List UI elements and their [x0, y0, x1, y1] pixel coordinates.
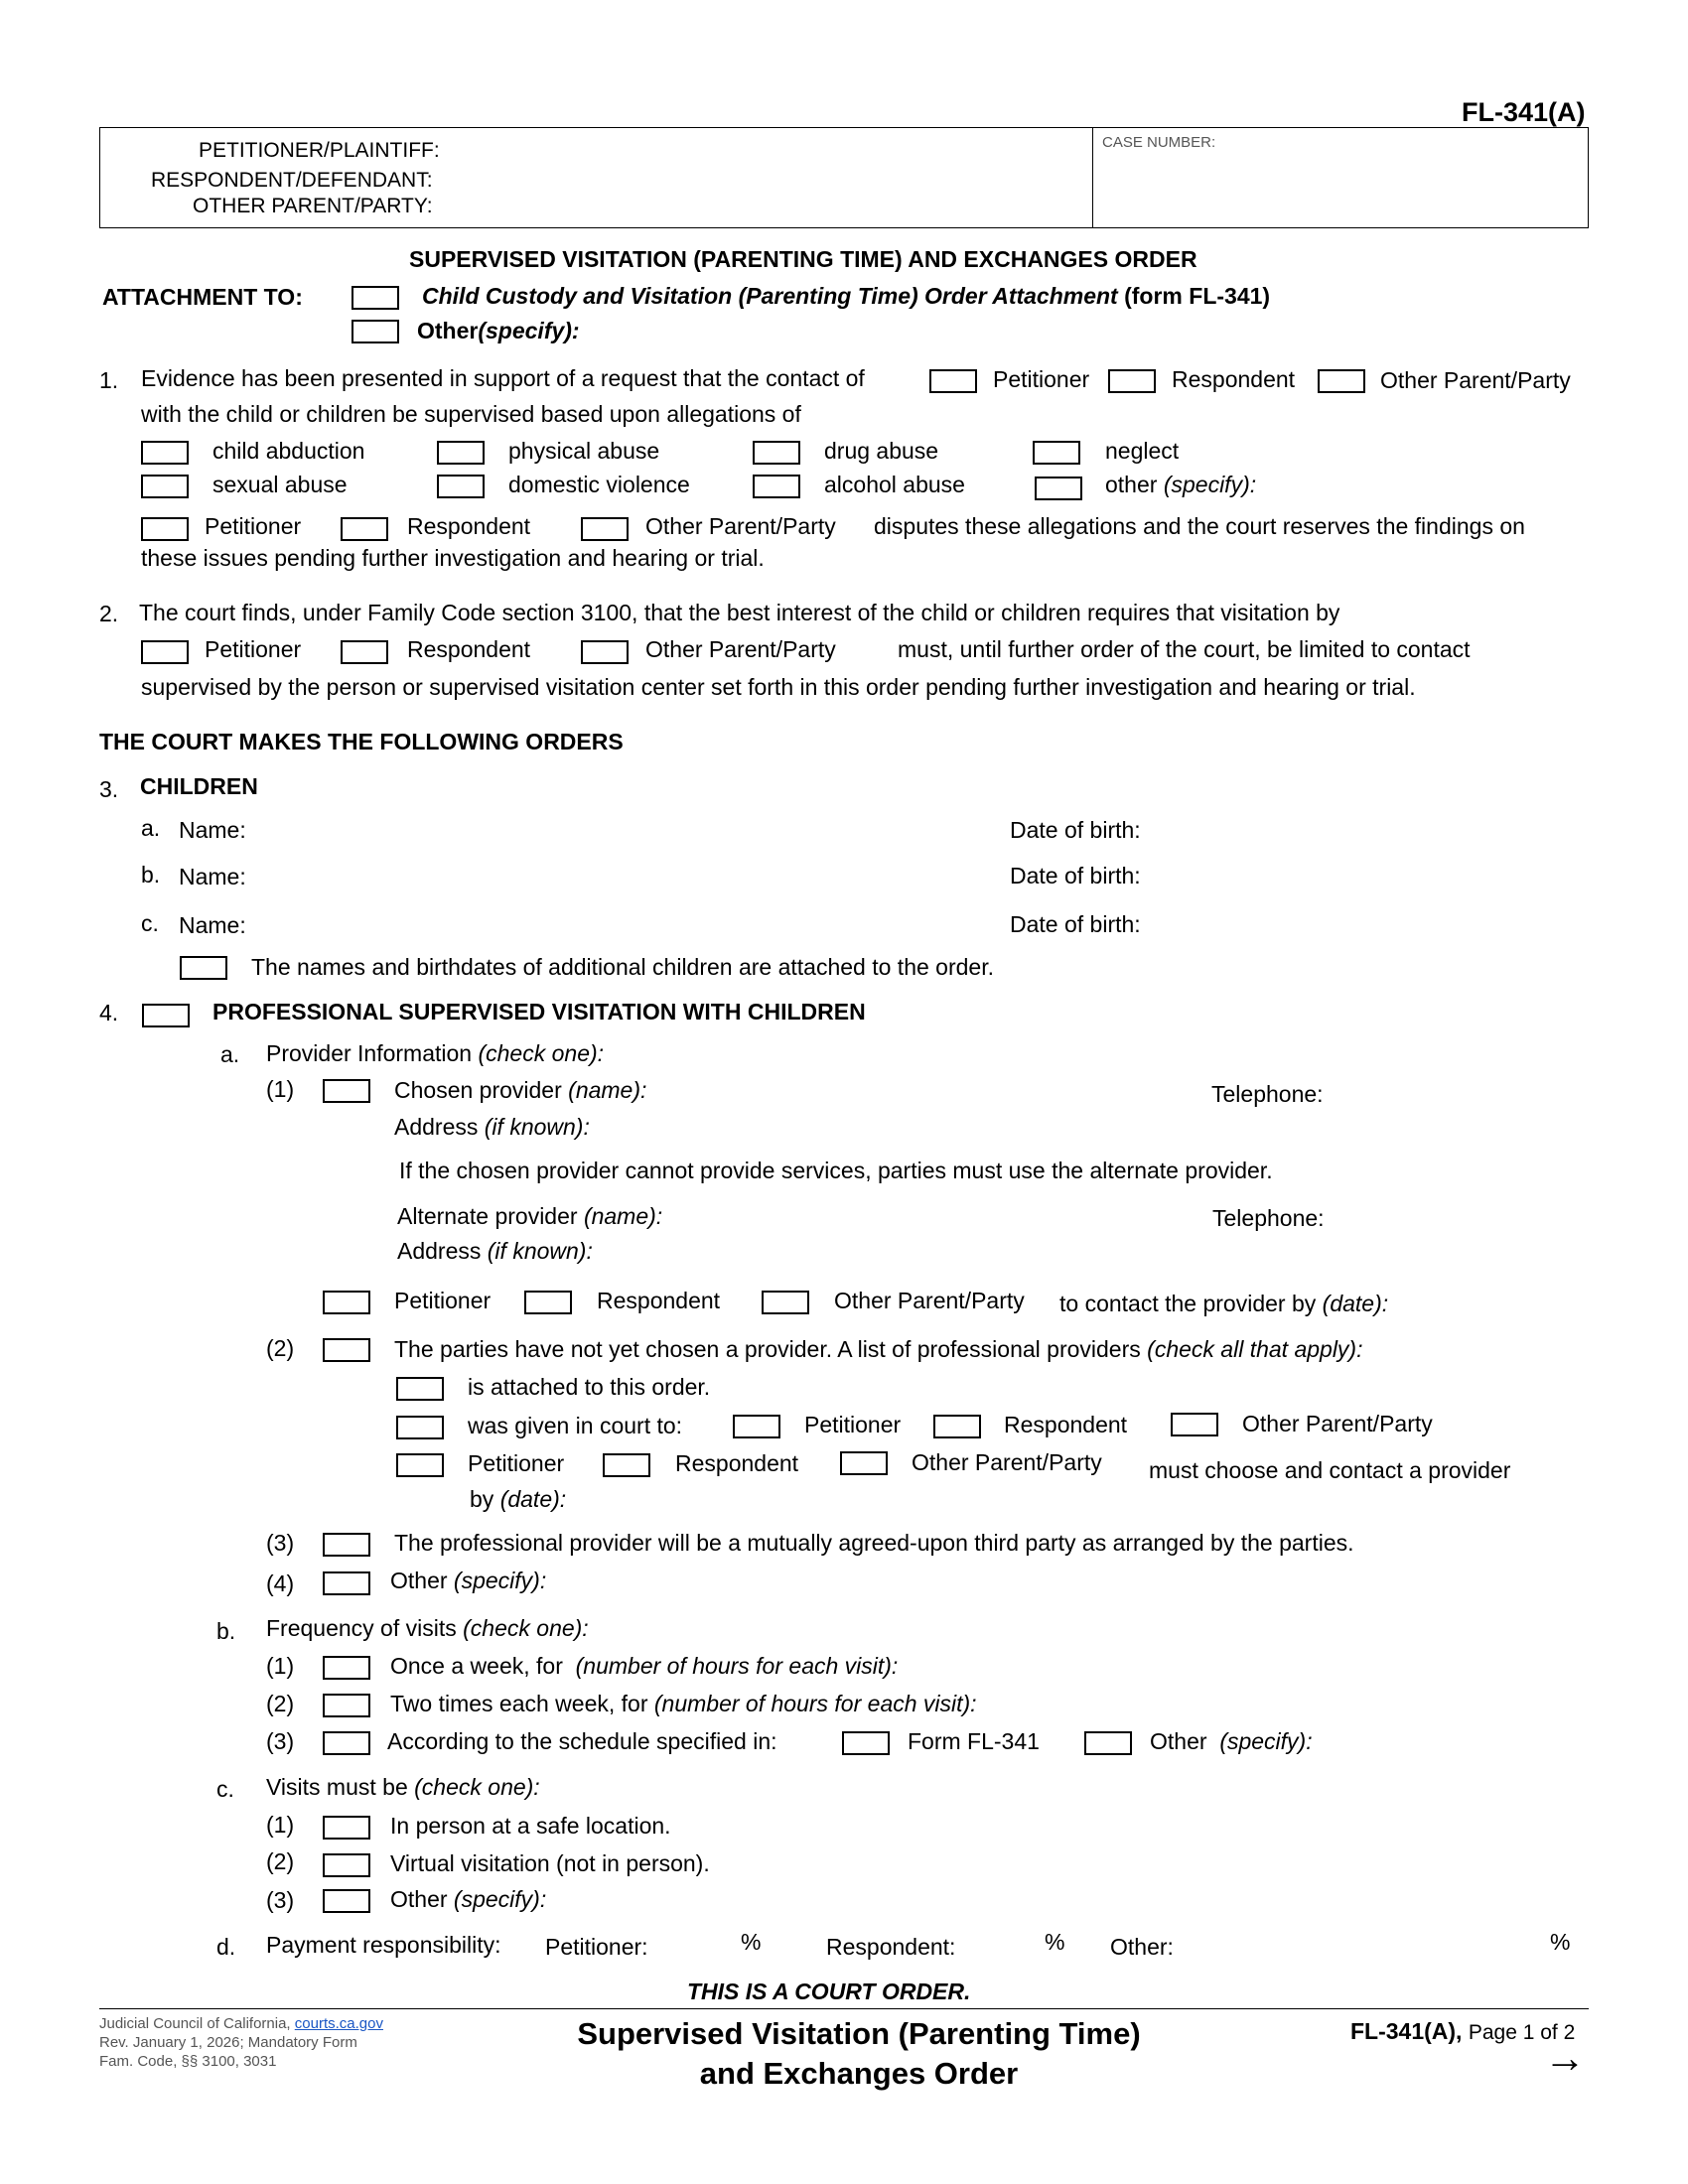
- in-person-checkbox[interactable]: [323, 1816, 370, 1840]
- item4a2-number: (2): [266, 1335, 295, 1361]
- schedule-checkbox[interactable]: [323, 1731, 370, 1755]
- item4-checkbox[interactable]: [142, 1004, 190, 1027]
- petitioner-label: PETITIONER/PLAINTIFF:: [199, 139, 440, 162]
- item1-other-label: Other Parent/Party: [1380, 367, 1571, 393]
- given-petitioner-checkbox[interactable]: [733, 1415, 780, 1438]
- item4-heading: PROFESSIONAL SUPERVISED VISITATION WITH CHILDREN: [212, 999, 866, 1024]
- contact-other-checkbox[interactable]: [762, 1291, 809, 1314]
- item2-text: The court finds, under Family Code section 3100, that the best interest of the child or children requires that visitation by: [139, 600, 1340, 625]
- item2-number: 2.: [99, 601, 119, 626]
- choose-other-checkbox[interactable]: [840, 1451, 888, 1475]
- footer-rule: [99, 2008, 1589, 2009]
- choose-other-label: Other Parent/Party: [912, 1449, 1102, 1475]
- alternate-telephone-label: Telephone:: [1212, 1205, 1325, 1231]
- item1-text: Evidence has been presented in support of a request that the contact of: [141, 365, 865, 391]
- once-weekly-label: Once a week, for (number of hours for each visit):: [390, 1653, 899, 1679]
- disputes-petitioner-label: Petitioner: [205, 513, 302, 539]
- next-page-arrow-icon[interactable]: →: [1544, 2034, 1586, 2081]
- item2-other-label: Other Parent/Party: [645, 636, 836, 662]
- provider-other-checkbox[interactable]: [323, 1571, 370, 1595]
- given-petitioner-label: Petitioner: [804, 1412, 902, 1437]
- item2-must-text: must, until further order of the court, be limited to contact: [898, 636, 1471, 662]
- respondent-label: RESPONDENT/DEFENDANT:: [151, 169, 433, 192]
- footer-code: Fam. Code, §§ 3100, 3031: [99, 2053, 277, 2070]
- visits-other-label: Other (specify):: [390, 1886, 547, 1912]
- payment-respondent-percent: %: [1045, 1929, 1065, 1955]
- disputes-other-checkbox[interactable]: [581, 517, 629, 541]
- item4b3-number: (3): [266, 1728, 295, 1754]
- footer-rev: Rev. January 1, 2026; Mandatory Form: [99, 2034, 357, 2051]
- child-a-letter: a.: [141, 815, 161, 841]
- disputes-petitioner-checkbox[interactable]: [141, 517, 189, 541]
- twice-weekly-checkbox[interactable]: [323, 1694, 370, 1717]
- additional-children-label: The names and birthdates of additional children are attached to the order.: [251, 954, 994, 980]
- item4d-letter: d.: [216, 1934, 236, 1960]
- payment-petitioner-percent: %: [741, 1929, 762, 1955]
- item4-number: 4.: [99, 1000, 119, 1025]
- choose-petitioner-checkbox[interactable]: [396, 1453, 444, 1477]
- given-respondent-checkbox[interactable]: [933, 1415, 981, 1438]
- disputes-text-line2: these issues pending further investigation and hearing or trial.: [141, 545, 765, 571]
- must-choose-label: must choose and contact a provider: [1149, 1457, 1511, 1483]
- footer-title-line2: and Exchanges Order: [699, 2056, 1019, 2091]
- child-c-letter: c.: [141, 910, 159, 936]
- physical-abuse-checkbox[interactable]: [437, 441, 485, 465]
- child-abduction-label: child abduction: [212, 438, 365, 464]
- choose-petitioner-label: Petitioner: [468, 1450, 565, 1476]
- mutual-provider-label: The professional provider will be a mutually agreed-upon third party as arranged by the parties.: [394, 1530, 1354, 1556]
- twice-weekly-label: Two times each week, for (number of hours for each visit):: [390, 1691, 977, 1716]
- payment-other-percent: %: [1550, 1929, 1571, 1955]
- item4b-letter: b.: [216, 1618, 236, 1644]
- not-chosen-checkbox[interactable]: [323, 1338, 370, 1362]
- item4c3-number: (3): [266, 1887, 295, 1913]
- schedule-other-checkbox[interactable]: [1084, 1731, 1132, 1755]
- courts-link[interactable]: courts.ca.gov: [294, 2015, 383, 2032]
- in-person-label: In person at a safe location.: [390, 1813, 671, 1839]
- child-a-dob-label: Date of birth:: [1010, 817, 1141, 843]
- domestic-violence-checkbox[interactable]: [437, 475, 485, 498]
- chosen-provider-checkbox[interactable]: [323, 1079, 370, 1103]
- contact-petitioner-checkbox[interactable]: [323, 1291, 370, 1314]
- choose-by-date-label: by (date):: [470, 1486, 567, 1512]
- item4a-letter: a.: [220, 1041, 240, 1067]
- item4a1-number: (1): [266, 1076, 295, 1102]
- schedule-other-label: Other (specify):: [1150, 1728, 1313, 1754]
- footer-council: Judicial Council of California, courts.ca.gov: [99, 2015, 383, 2032]
- chosen-address-label: Address (if known):: [394, 1114, 590, 1140]
- alcohol-abuse-label: alcohol abuse: [824, 472, 965, 497]
- payment-petitioner-label: Petitioner:: [545, 1934, 648, 1960]
- child-c-dob-label: Date of birth:: [1010, 911, 1141, 937]
- once-weekly-checkbox[interactable]: [323, 1656, 370, 1680]
- contact-respondent-checkbox[interactable]: [524, 1291, 572, 1314]
- item4c2-number: (2): [266, 1848, 295, 1874]
- neglect-label: neglect: [1105, 438, 1180, 464]
- item1-other-checkbox[interactable]: [1318, 369, 1365, 393]
- additional-children-checkbox[interactable]: [180, 956, 227, 980]
- chosen-telephone-label: Telephone:: [1211, 1081, 1324, 1107]
- attachment-label: ATTACHMENT TO:: [102, 284, 303, 310]
- item1-number: 1.: [99, 367, 119, 393]
- list-attached-checkbox[interactable]: [396, 1377, 444, 1401]
- disputes-other-label: Other Parent/Party: [645, 513, 836, 539]
- physical-abuse-label: physical abuse: [508, 438, 660, 464]
- child-b-letter: b.: [141, 862, 161, 887]
- sexual-abuse-checkbox[interactable]: [141, 475, 189, 498]
- contact-respondent-label: Respondent: [597, 1288, 721, 1313]
- item4c-label: Visits must be (check one):: [266, 1774, 540, 1800]
- payment-respondent-label: Respondent:: [826, 1934, 956, 1960]
- item3-number: 3.: [99, 776, 119, 802]
- given-other-checkbox[interactable]: [1171, 1413, 1218, 1436]
- item2-other-checkbox[interactable]: [581, 640, 629, 664]
- caption-divider: [1092, 127, 1093, 228]
- attachment-option2: Other(specify):: [417, 318, 580, 343]
- item1-petitioner-checkbox[interactable]: [929, 369, 977, 393]
- mutual-provider-checkbox[interactable]: [323, 1533, 370, 1557]
- children-heading: CHILDREN: [140, 773, 258, 799]
- court-order-notice: THIS IS A COURT ORDER.: [687, 1979, 971, 2004]
- alternate-provider-note: If the chosen provider cannot provide services, parties must use the alternate provider.: [399, 1158, 1273, 1183]
- other-allegation-label: other (specify):: [1105, 472, 1257, 497]
- choose-respondent-checkbox[interactable]: [603, 1453, 650, 1477]
- attachment-option1: Child Custody and Visitation (Parenting Time) Order Attachment (form FL-341): [422, 283, 1271, 309]
- alcohol-abuse-checkbox[interactable]: [753, 475, 800, 498]
- child-abduction-checkbox[interactable]: [141, 441, 189, 465]
- item1-respondent-label: Respondent: [1172, 366, 1296, 392]
- drug-abuse-label: drug abuse: [824, 438, 939, 464]
- child-a-name-label: Name:: [179, 817, 246, 843]
- other-parent-label: OTHER PARENT/PARTY:: [193, 195, 433, 217]
- item1-text-line2: with the child or children be supervised based upon allegations of: [141, 401, 801, 427]
- item2-petitioner-checkbox[interactable]: [141, 640, 189, 664]
- item2-respondent-checkbox[interactable]: [341, 640, 388, 664]
- virtual-checkbox[interactable]: [323, 1853, 370, 1877]
- item1-respondent-checkbox[interactable]: [1108, 369, 1156, 393]
- child-b-dob-label: Date of birth:: [1010, 863, 1141, 888]
- item4a4-number: (4): [266, 1570, 295, 1596]
- payment-other-label: Other:: [1110, 1934, 1174, 1960]
- provider-other-label: Other (specify):: [390, 1568, 547, 1593]
- schedule-form-checkbox[interactable]: [842, 1731, 890, 1755]
- alternate-provider-label: Alternate provider (name):: [397, 1203, 663, 1229]
- chosen-provider-label: Chosen provider (name):: [394, 1077, 647, 1103]
- list-given-checkbox[interactable]: [396, 1416, 444, 1439]
- item4a-label: Provider Information (check one):: [266, 1040, 605, 1066]
- list-attached-label: is attached to this order.: [468, 1374, 711, 1400]
- disputes-respondent-label: Respondent: [407, 513, 531, 539]
- contact-by-date-label: to contact the provider by (date):: [1059, 1291, 1389, 1316]
- given-respondent-label: Respondent: [1004, 1412, 1128, 1437]
- other-allegation-checkbox[interactable]: [1035, 477, 1082, 500]
- form-id: FL-341(A): [1462, 97, 1586, 127]
- form-title: SUPERVISED VISITATION (PARENTING TIME) AND EXCHANGES ORDER: [409, 246, 1197, 272]
- given-other-label: Other Parent/Party: [1242, 1411, 1433, 1436]
- footer-title-line1: Supervised Visitation (Parenting Time): [577, 2016, 1141, 2051]
- item4b2-number: (2): [266, 1691, 295, 1716]
- item4a3-number: (3): [266, 1530, 295, 1556]
- footer-page: FL-341(A), Page 1 of 2: [1350, 2018, 1576, 2044]
- sexual-abuse-label: sexual abuse: [212, 472, 348, 497]
- neglect-checkbox[interactable]: [1033, 441, 1080, 465]
- orders-heading: THE COURT MAKES THE FOLLOWING ORDERS: [99, 729, 624, 754]
- item4c-letter: c.: [216, 1776, 234, 1802]
- schedule-form-label: Form FL-341: [908, 1728, 1040, 1754]
- case-number-field[interactable]: [1102, 159, 1573, 216]
- contact-petitioner-label: Petitioner: [394, 1288, 492, 1313]
- visits-other-checkbox[interactable]: [323, 1889, 370, 1913]
- schedule-label: According to the schedule specified in:: [387, 1728, 777, 1754]
- child-b-name-label: Name:: [179, 864, 246, 889]
- attachment-fl341-checkbox[interactable]: [352, 286, 399, 310]
- drug-abuse-checkbox[interactable]: [753, 441, 800, 465]
- item2-respondent-label: Respondent: [407, 636, 531, 662]
- list-given-label: was given in court to:: [468, 1413, 683, 1438]
- item1-petitioner-label: Petitioner: [993, 366, 1090, 392]
- virtual-label: Virtual visitation (not in person).: [390, 1850, 710, 1876]
- item4c1-number: (1): [266, 1812, 295, 1838]
- contact-other-label: Other Parent/Party: [834, 1288, 1025, 1313]
- item2-text-line3: supervised by the person or supervised visitation center set forth in this order pending further investigation and hearing or trial.: [141, 674, 1416, 700]
- attachment-other-checkbox[interactable]: [352, 320, 399, 343]
- disputes-text: disputes these allegations and the court reserves the findings on: [874, 513, 1525, 539]
- case-number-label: CASE NUMBER:: [1102, 134, 1216, 151]
- item2-petitioner-label: Petitioner: [205, 636, 302, 662]
- alternate-address-label: Address (if known):: [397, 1238, 593, 1264]
- item4b1-number: (1): [266, 1653, 295, 1679]
- not-chosen-label: The parties have not yet chosen a provider. A list of professional providers (check all that apply):: [394, 1336, 1363, 1362]
- payment-label: Payment responsibility:: [266, 1932, 501, 1958]
- child-c-name-label: Name:: [179, 912, 246, 938]
- choose-respondent-label: Respondent: [675, 1450, 799, 1476]
- domestic-violence-label: domestic violence: [508, 472, 690, 497]
- disputes-respondent-checkbox[interactable]: [341, 517, 388, 541]
- item4b-label: Frequency of visits (check one):: [266, 1615, 589, 1641]
